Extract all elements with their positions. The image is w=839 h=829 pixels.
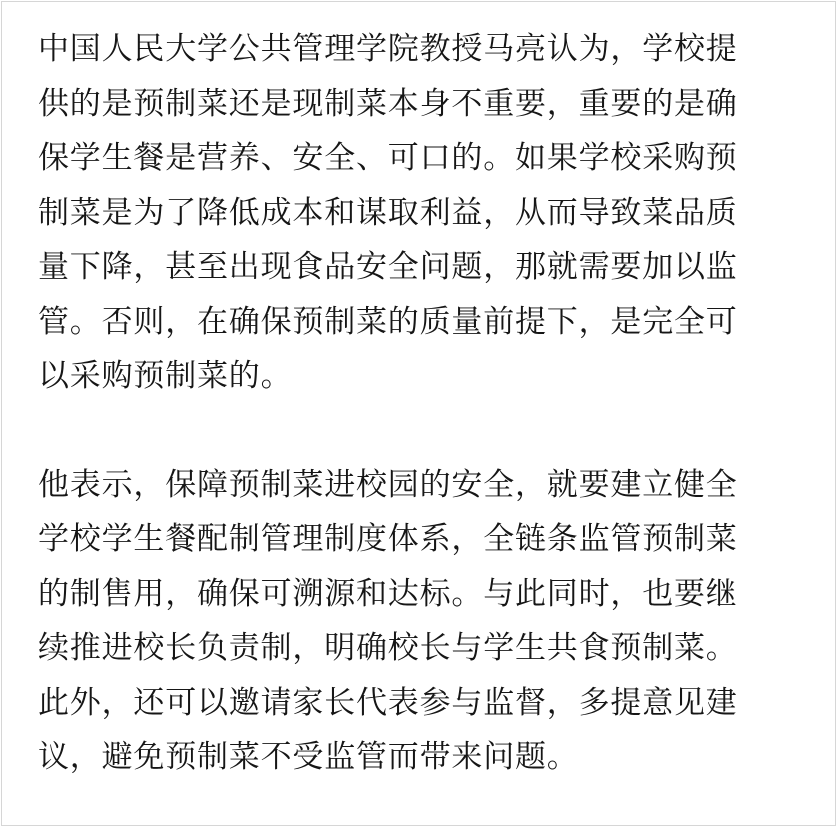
paragraph-spacer xyxy=(38,404,818,458)
text-line: 的制售用，确保可溯源和达标。与此同时，也要继 xyxy=(38,575,738,612)
text-line: 此外，还可以邀请家长代表参与监督，多提意见建 xyxy=(38,684,738,721)
text-line: 他表示，保障预制菜进校园的安全，就要建立健全 xyxy=(38,466,738,503)
text-line: 供的是预制菜还是现制菜本身不重要，重要的是确 xyxy=(38,85,738,122)
text-line: 续推进校长负责制，明确校长与学生共食预制菜。 xyxy=(38,630,738,666)
article-body xyxy=(38,22,818,785)
text-line: 学校学生餐配制管理制度体系，全链条监管预制菜 xyxy=(38,521,738,557)
text-line: 议，避免预制菜不受监管而带来问题。 xyxy=(38,739,579,775)
text-line: 保学生餐是营养、安全、可口的。如果学校采购预 xyxy=(38,140,738,176)
paragraph-safety-measures xyxy=(38,458,818,785)
text-line: 管。否则，在确保预制菜的质量前提下，是完全可 xyxy=(38,303,738,340)
text-line: 以采购预制菜的。 xyxy=(38,358,293,394)
text-line: 量下降，甚至出现食品安全问题，那就需要加以监 xyxy=(38,249,738,285)
text-line: 制菜是为了降低成本和谋取利益，从而导致菜品质 xyxy=(38,194,738,231)
paragraph-expert-opinion xyxy=(38,22,818,404)
text-line: 中国人民大学公共管理学院教授马亮认为，学校提 xyxy=(38,31,738,67)
